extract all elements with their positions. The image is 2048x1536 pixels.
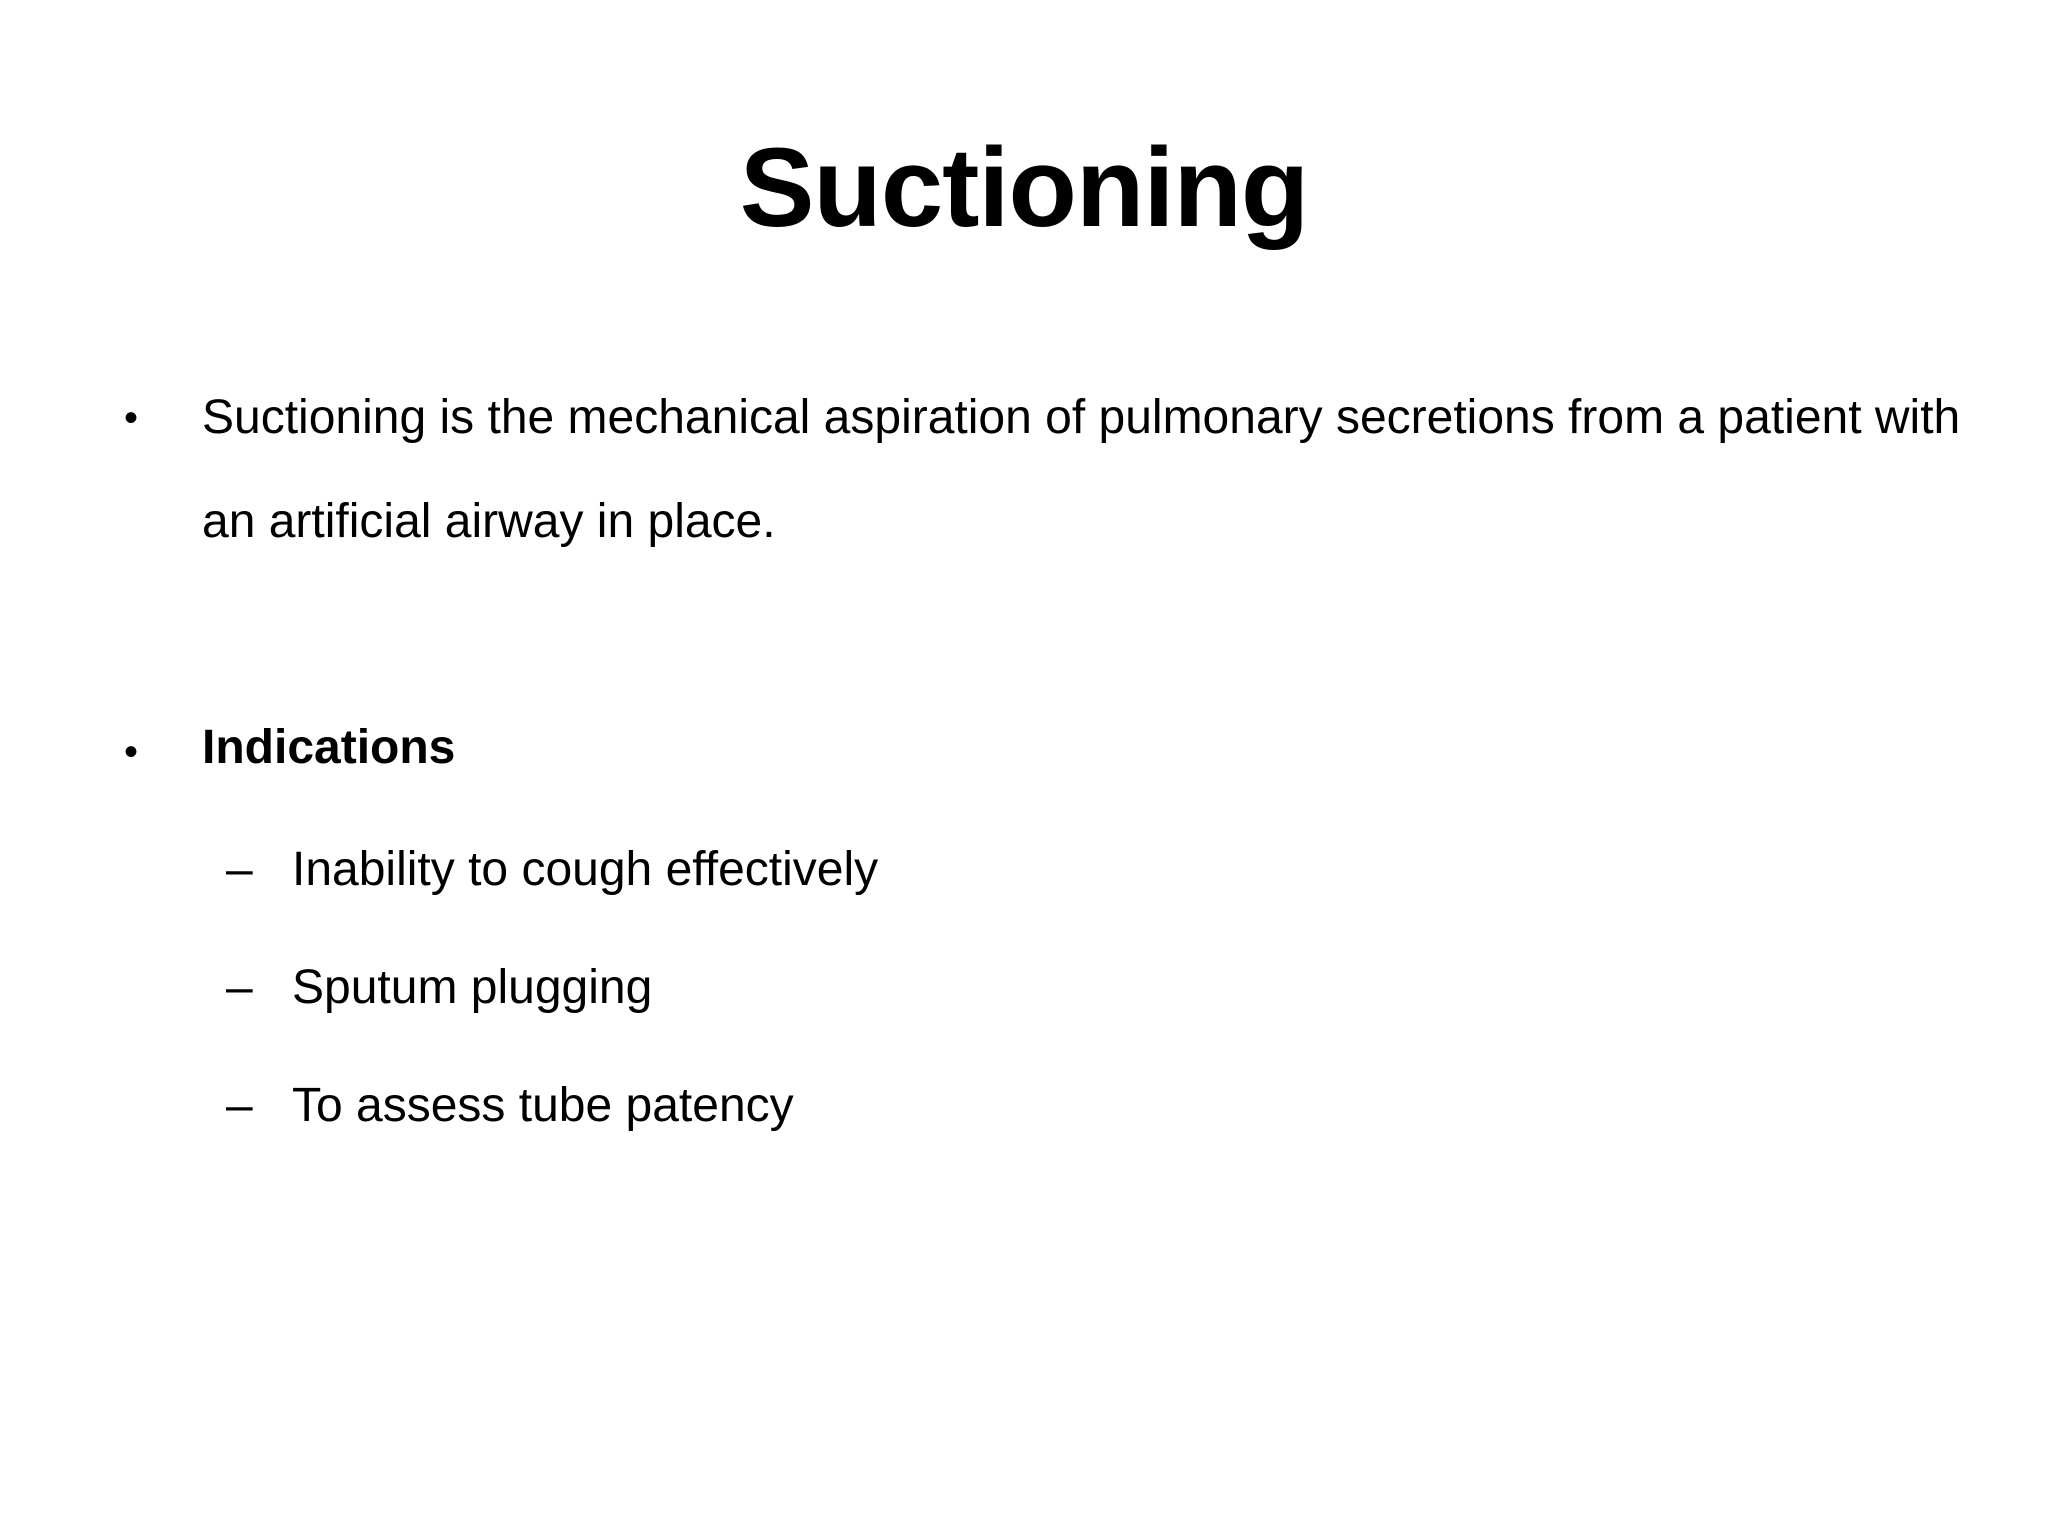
dash-marker: – [226,843,253,896]
bullet-marker: • [124,730,139,774]
bullet-text: Suctioning is the mechanical aspiration of pulmonary secretions from a patient with an artificial airway in place. [202,391,1961,548]
sub-item-text: To assess tube patency [292,1079,794,1132]
sub-item-text: Inability to cough effectively [292,843,879,896]
bullet-heading-indications: Indications [202,721,456,774]
dash-marker: – [226,961,253,1014]
dash-marker: – [226,1079,253,1132]
sub-item-text: Sputum plugging [292,961,653,1014]
bullet-marker: • [124,396,139,440]
slide-title: Suctioning [739,125,1309,250]
